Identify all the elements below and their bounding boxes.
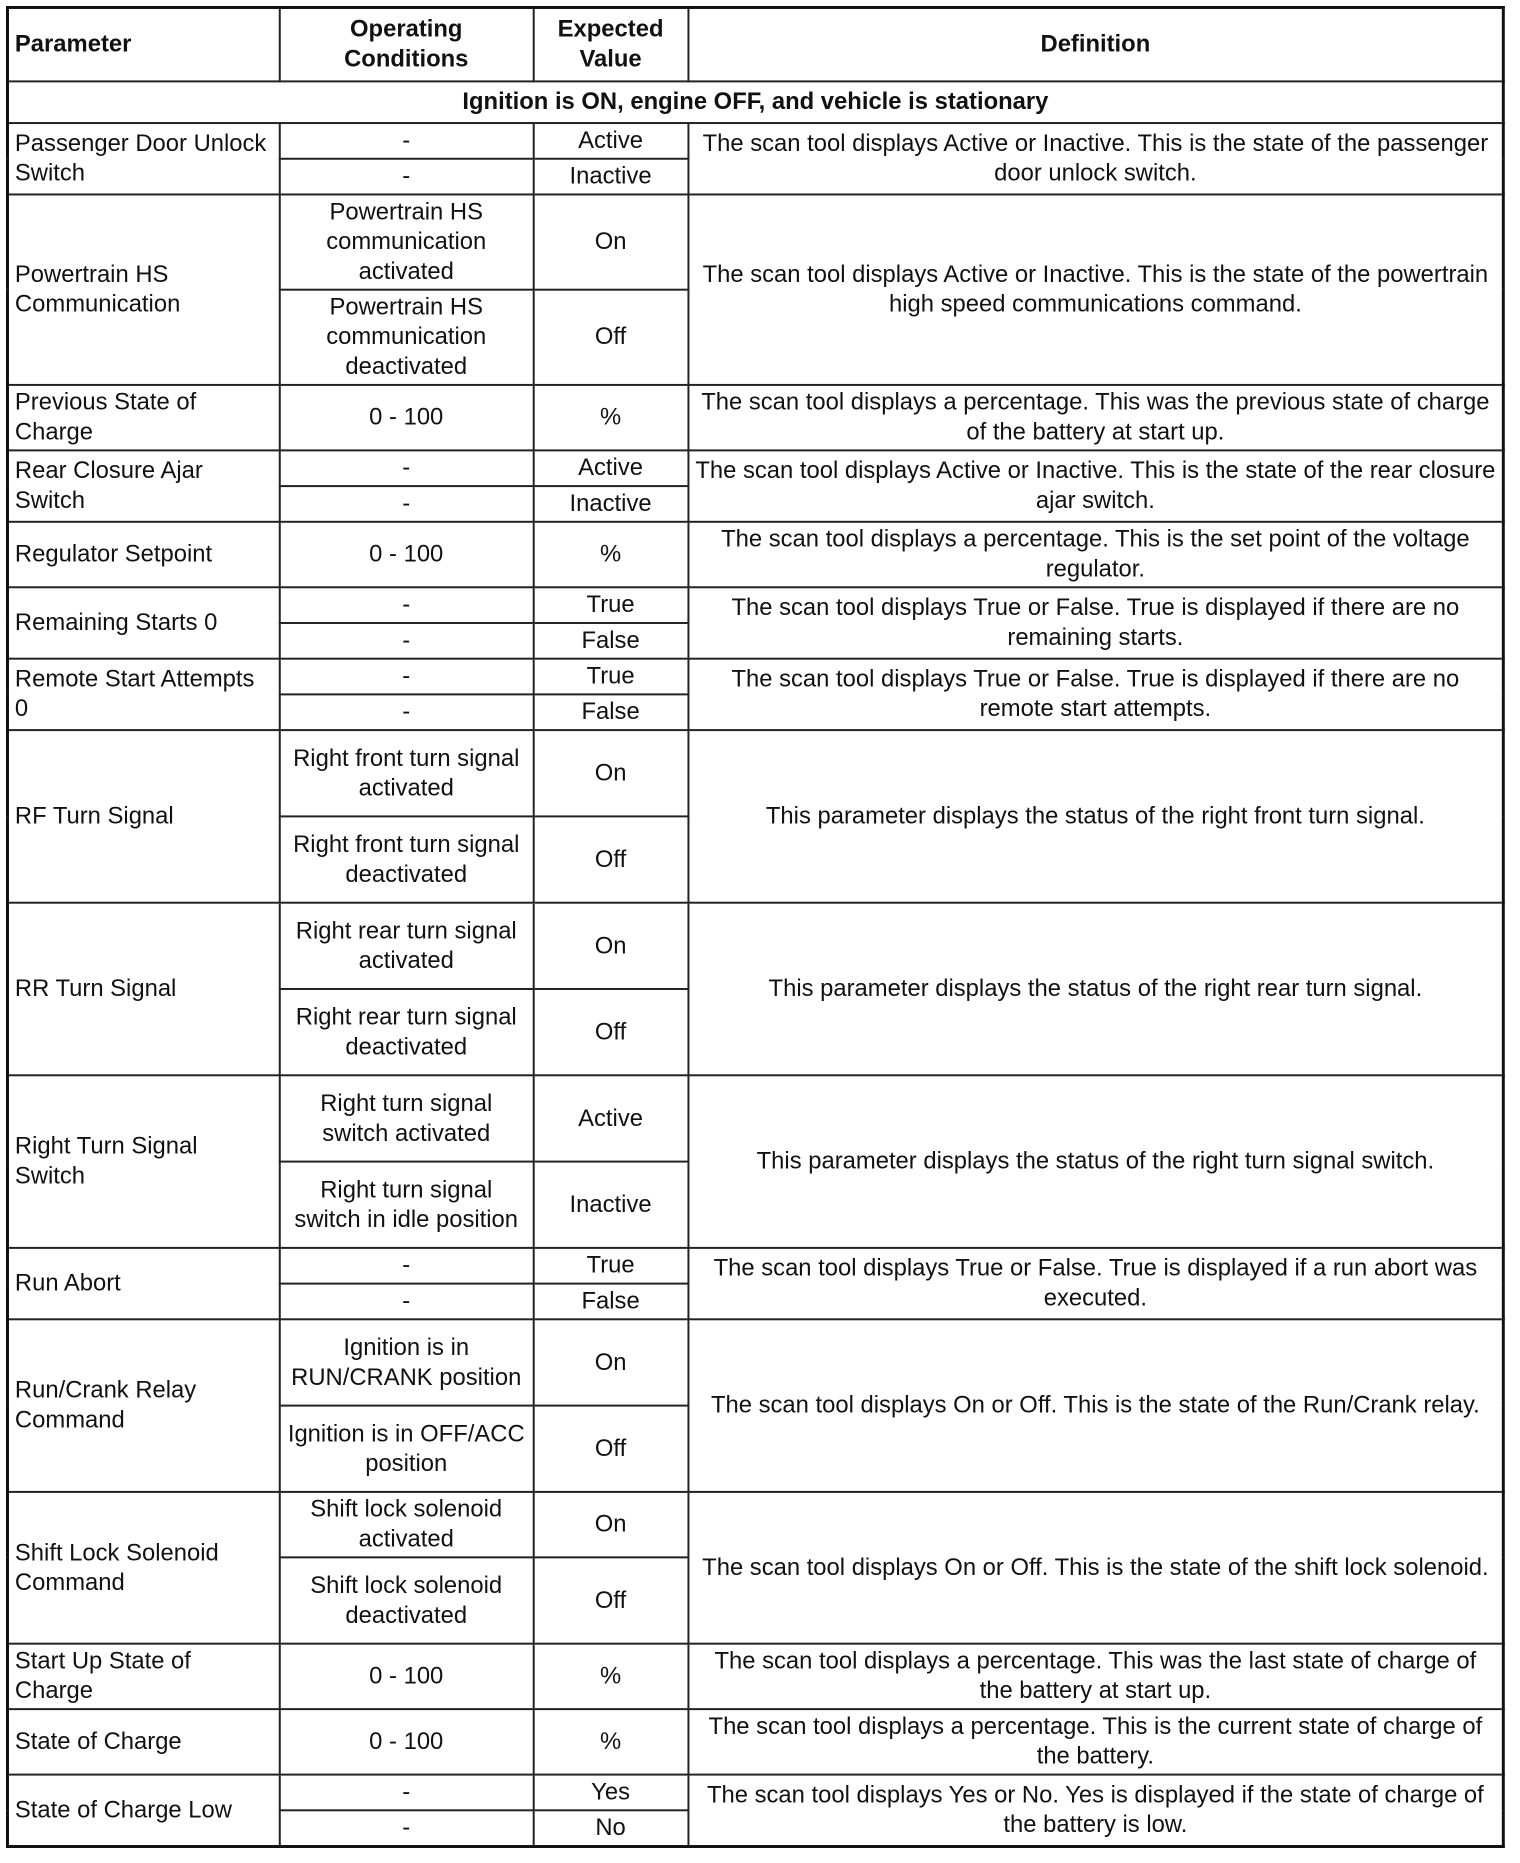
expected-value-cell: Yes: [533, 1775, 688, 1811]
operating-condition-cell: -: [279, 623, 533, 659]
table-row: [7, 1644, 1503, 1709]
operating-condition-cell: -: [279, 1284, 533, 1320]
operating-condition-cell: 0 - 100: [279, 1644, 533, 1709]
definition-cell: The scan tool displays a percentage. This is the set point of the voltage regulator.: [688, 522, 1503, 587]
expected-value-cell: On: [533, 1319, 688, 1405]
expected-value-cell: False: [533, 694, 688, 730]
definition-cell: This parameter displays the status of the right front turn signal.: [688, 730, 1503, 903]
table-body: [7, 123, 1503, 1846]
expected-value-cell: Off: [533, 816, 688, 902]
operating-condition-cell: -: [279, 123, 533, 159]
expected-value-cell: On: [533, 1492, 688, 1557]
parameter-cell: RR Turn Signal: [7, 903, 279, 1076]
table-row: [7, 450, 1503, 486]
table-row: [7, 1709, 1503, 1774]
parameter-cell: Shift Lock Solenoid Command: [7, 1492, 279, 1644]
operating-condition-cell: -: [279, 694, 533, 730]
operating-condition-cell: -: [279, 587, 533, 623]
parameter-cell: Previous State of Charge: [7, 385, 279, 450]
operating-condition-cell: Right turn signal switch activated: [279, 1075, 533, 1161]
parameter-cell: Start Up State of Charge: [7, 1644, 279, 1709]
table-row: [7, 903, 1503, 989]
table-row: [7, 1319, 1503, 1405]
definition-cell: This parameter displays the status of the right turn signal switch.: [688, 1075, 1503, 1248]
expected-value-cell: Inactive: [533, 1162, 688, 1248]
expected-value-cell: Active: [533, 123, 688, 159]
expected-value-cell: Off: [533, 290, 688, 385]
operating-condition-cell: Powertrain HS communication deactivated: [279, 290, 533, 385]
expected-value-cell: True: [533, 587, 688, 623]
operating-condition-cell: 0 - 100: [279, 1709, 533, 1774]
operating-condition-cell: -: [279, 1775, 533, 1811]
operating-condition-cell: Right rear turn signal deactivated: [279, 989, 533, 1075]
header-operating-conditions: Operating Conditions: [279, 7, 533, 81]
operating-condition-cell: Ignition is in RUN/CRANK position: [279, 1319, 533, 1405]
expected-value-cell: Active: [533, 1075, 688, 1161]
operating-condition-cell: -: [279, 659, 533, 695]
parameter-cell: Right Turn Signal Switch: [7, 1075, 279, 1248]
table-row: [7, 730, 1503, 816]
table-row: [7, 1775, 1503, 1811]
expected-value-cell: Off: [533, 1406, 688, 1492]
definition-cell: The scan tool displays a percentage. This was the last state of charge of the battery at start up.: [688, 1644, 1503, 1709]
expected-value-cell: On: [533, 903, 688, 989]
table-row: [7, 522, 1503, 587]
table-row: [7, 587, 1503, 623]
parameter-table: [6, 6, 1505, 1848]
header-parameter: Parameter: [7, 7, 279, 81]
parameter-cell: RF Turn Signal: [7, 730, 279, 903]
parameter-cell: Rear Closure Ajar Switch: [7, 450, 279, 521]
expected-value-cell: False: [533, 623, 688, 659]
parameter-cell: Run Abort: [7, 1248, 279, 1319]
parameter-cell: Regulator Setpoint: [7, 522, 279, 587]
operating-condition-cell: Right front turn signal deactivated: [279, 816, 533, 902]
expected-value-cell: No: [533, 1810, 688, 1846]
operating-condition-cell: Ignition is in OFF/ACC position: [279, 1406, 533, 1492]
expected-value-cell: Off: [533, 1557, 688, 1643]
table-row: [7, 123, 1503, 159]
document-page: [6, 6, 1517, 1863]
table-row: [7, 194, 1503, 289]
operating-condition-cell: Right rear turn signal activated: [279, 903, 533, 989]
expected-value-cell: %: [533, 385, 688, 450]
section-heading: Ignition is ON, engine OFF, and vehicle is stationary: [7, 81, 1503, 123]
table-row: [7, 659, 1503, 695]
header-row: [7, 7, 1503, 81]
expected-value-cell: Inactive: [533, 486, 688, 522]
expected-value-cell: On: [533, 730, 688, 816]
definition-cell: The scan tool displays Active or Inactive. This is the state of the rear closure ajar switch.: [688, 450, 1503, 521]
expected-value-cell: Active: [533, 450, 688, 486]
definition-cell: The scan tool displays On or Off. This is the state of the Run/Crank relay.: [688, 1319, 1503, 1492]
expected-value-cell: Off: [533, 989, 688, 1075]
definition-cell: The scan tool displays Yes or No. Yes is displayed if the state of charge of the battery is low.: [688, 1775, 1503, 1847]
parameter-cell: State of Charge Low: [7, 1775, 279, 1847]
operating-condition-cell: Right front turn signal activated: [279, 730, 533, 816]
operating-condition-cell: Shift lock solenoid activated: [279, 1492, 533, 1557]
section-row: [7, 81, 1503, 123]
definition-cell: The scan tool displays True or False. True is displayed if there are no remaining starts.: [688, 587, 1503, 658]
operating-condition-cell: Right turn signal switch in idle position: [279, 1162, 533, 1248]
expected-value-cell: False: [533, 1284, 688, 1320]
operating-condition-cell: 0 - 100: [279, 522, 533, 587]
operating-condition-cell: -: [279, 159, 533, 195]
operating-condition-cell: Shift lock solenoid deactivated: [279, 1557, 533, 1643]
table-row: [7, 1075, 1503, 1161]
expected-value-cell: Inactive: [533, 159, 688, 195]
expected-value-cell: %: [533, 522, 688, 587]
operating-condition-cell: -: [279, 486, 533, 522]
expected-value-cell: %: [533, 1709, 688, 1774]
definition-cell: This parameter displays the status of the right rear turn signal.: [688, 903, 1503, 1076]
expected-value-cell: On: [533, 194, 688, 289]
operating-condition-cell: 0 - 100: [279, 385, 533, 450]
parameter-cell: Remote Start Attempts 0: [7, 659, 279, 730]
operating-condition-cell: Powertrain HS communication activated: [279, 194, 533, 289]
expected-value-cell: True: [533, 659, 688, 695]
operating-condition-cell: -: [279, 450, 533, 486]
header-definition: Definition: [688, 7, 1503, 81]
header-expected-value: Expected Value: [533, 7, 688, 81]
parameter-cell: Run/Crank Relay Command: [7, 1319, 279, 1492]
definition-cell: The scan tool displays True or False. True is displayed if a run abort was executed.: [688, 1248, 1503, 1319]
operating-condition-cell: -: [279, 1248, 533, 1284]
definition-cell: The scan tool displays On or Off. This is the state of the shift lock solenoid.: [688, 1492, 1503, 1644]
parameter-cell: Powertrain HS Communication: [7, 194, 279, 384]
definition-cell: The scan tool displays a percentage. This is the current state of charge of the battery.: [688, 1709, 1503, 1774]
table-row: [7, 1492, 1503, 1557]
table-row: [7, 385, 1503, 450]
definition-cell: The scan tool displays a percentage. This was the previous state of charge of the battery at start up.: [688, 385, 1503, 450]
operating-condition-cell: -: [279, 1810, 533, 1846]
expected-value-cell: True: [533, 1248, 688, 1284]
definition-cell: The scan tool displays True or False. True is displayed if there are no remote start attempts.: [688, 659, 1503, 730]
table-row: [7, 1248, 1503, 1284]
parameter-cell: Passenger Door Unlock Switch: [7, 123, 279, 194]
definition-cell: The scan tool displays Active or Inactive. This is the state of the passenger door unlock switch.: [688, 123, 1503, 194]
expected-value-cell: %: [533, 1644, 688, 1709]
parameter-cell: State of Charge: [7, 1709, 279, 1774]
definition-cell: The scan tool displays Active or Inactive. This is the state of the powertrain high speed communications command.: [688, 194, 1503, 384]
parameter-cell: Remaining Starts 0: [7, 587, 279, 658]
